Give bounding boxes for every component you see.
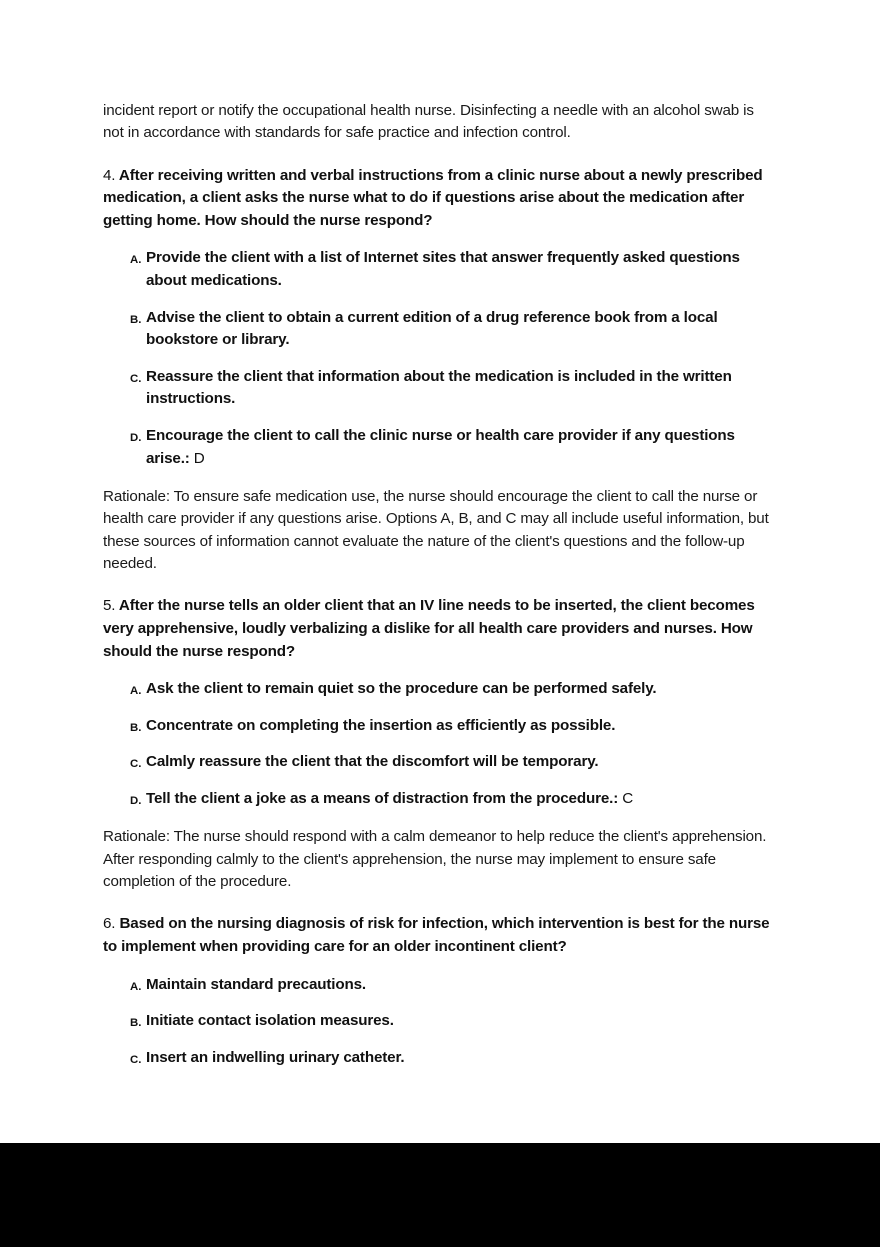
option-item[interactable]: [103, 678, 776, 701]
option-item[interactable]: [103, 1010, 776, 1033]
option-text: Reassure the client that information about the medication is included in the written instructions.: [146, 367, 732, 408]
option-text: Concentrate on completing the insertion as efficiently as possible.: [146, 716, 616, 734]
question-stem-4: [103, 165, 776, 233]
question-text-5: After the nurse tells an older client that an IV line needs to be inserted, the client becomes very apprehensive, loudly verbalizing a dislike for all health care providers and nurses. How should the nurse respond?: [103, 597, 755, 660]
option-marker: D.: [130, 431, 142, 444]
option-item[interactable]: [103, 307, 776, 352]
option-item[interactable]: [103, 1047, 776, 1070]
option-text: Initiate contact isolation measures.: [146, 1012, 394, 1030]
option-marker: C.: [130, 372, 142, 385]
options-list-6: [103, 974, 776, 1070]
option-marker: B.: [130, 721, 142, 734]
option-marker: A.: [130, 980, 142, 993]
continued-paragraph: incident report or notify the occupational health nurse. Disinfecting a needle with an alcohol swab is not in accordance with standards for safe practice and infection control.: [103, 102, 754, 142]
answer-key: D: [189, 449, 205, 467]
page-footer-bar: [0, 1143, 880, 1247]
option-text: Maintain standard precautions.: [146, 975, 366, 993]
option-text: Ask the client to remain quiet so the procedure can be performed safely.: [146, 680, 657, 698]
option-text: Calmly reassure the client that the discomfort will be temporary.: [146, 753, 599, 771]
option-text: Encourage the client to call the clinic nurse or health care provider if any questions arise.:: [146, 426, 735, 467]
question-number-5: 5.: [103, 597, 116, 615]
answer-key: C: [618, 789, 634, 807]
option-marker: C.: [130, 758, 142, 771]
option-item[interactable]: [103, 974, 776, 997]
option-text: Insert an indwelling urinary catheter.: [146, 1048, 405, 1066]
page-content: [103, 100, 776, 1069]
option-text: Advise the client to obtain a current edition of a drug reference book from a local bookstore or library.: [146, 308, 718, 349]
question-number-4: 4.: [103, 166, 116, 184]
option-item[interactable]: [103, 247, 776, 292]
option-item[interactable]: [103, 425, 776, 470]
question-text-6: Based on the nursing diagnosis of risk for infection, which intervention is best for the nurse to implement when providing care for an older incontinent client?: [103, 915, 770, 955]
option-text: Provide the client with a list of Internet sites that answer frequently asked questions about medications.: [146, 249, 740, 289]
question-stem-5: [103, 595, 776, 663]
question-text-4: After receiving written and verbal instructions from a clinic nurse about a newly prescribed medication, a client asks the nurse what to do if questions arise about the medication after getting home. How should the nurse respond?: [103, 166, 763, 229]
option-marker: A.: [130, 254, 142, 267]
option-item[interactable]: [103, 715, 776, 738]
option-marker: B.: [130, 313, 142, 326]
option-item[interactable]: [103, 751, 776, 774]
options-list-5: [103, 678, 776, 810]
option-marker: A.: [130, 685, 142, 698]
rationale-4: Rationale: To ensure safe medication use, the nurse should encourage the client to call the nurse or health care provider if any questions arise. Options A, B, and C may all include useful information, but these sources of information cannot evaluate the nature of the client's questions and the follow-up needed.: [103, 488, 769, 573]
option-text: Tell the client a joke as a means of distraction from the procedure.:: [146, 789, 619, 807]
option-item[interactable]: [103, 366, 776, 411]
option-marker: B.: [130, 1017, 142, 1030]
option-marker: D.: [130, 794, 142, 807]
options-list-4: [103, 247, 776, 470]
option-marker: C.: [130, 1053, 142, 1066]
question-stem-6: [103, 913, 776, 958]
option-item[interactable]: [103, 788, 776, 811]
question-number-6: 6.: [103, 915, 116, 933]
rationale-5: Rationale: The nurse should respond with a calm demeanor to help reduce the client's apprehension. After responding calmly to the client's apprehension, the nurse may implement to ensure safe completion of the procedure.: [103, 828, 767, 891]
